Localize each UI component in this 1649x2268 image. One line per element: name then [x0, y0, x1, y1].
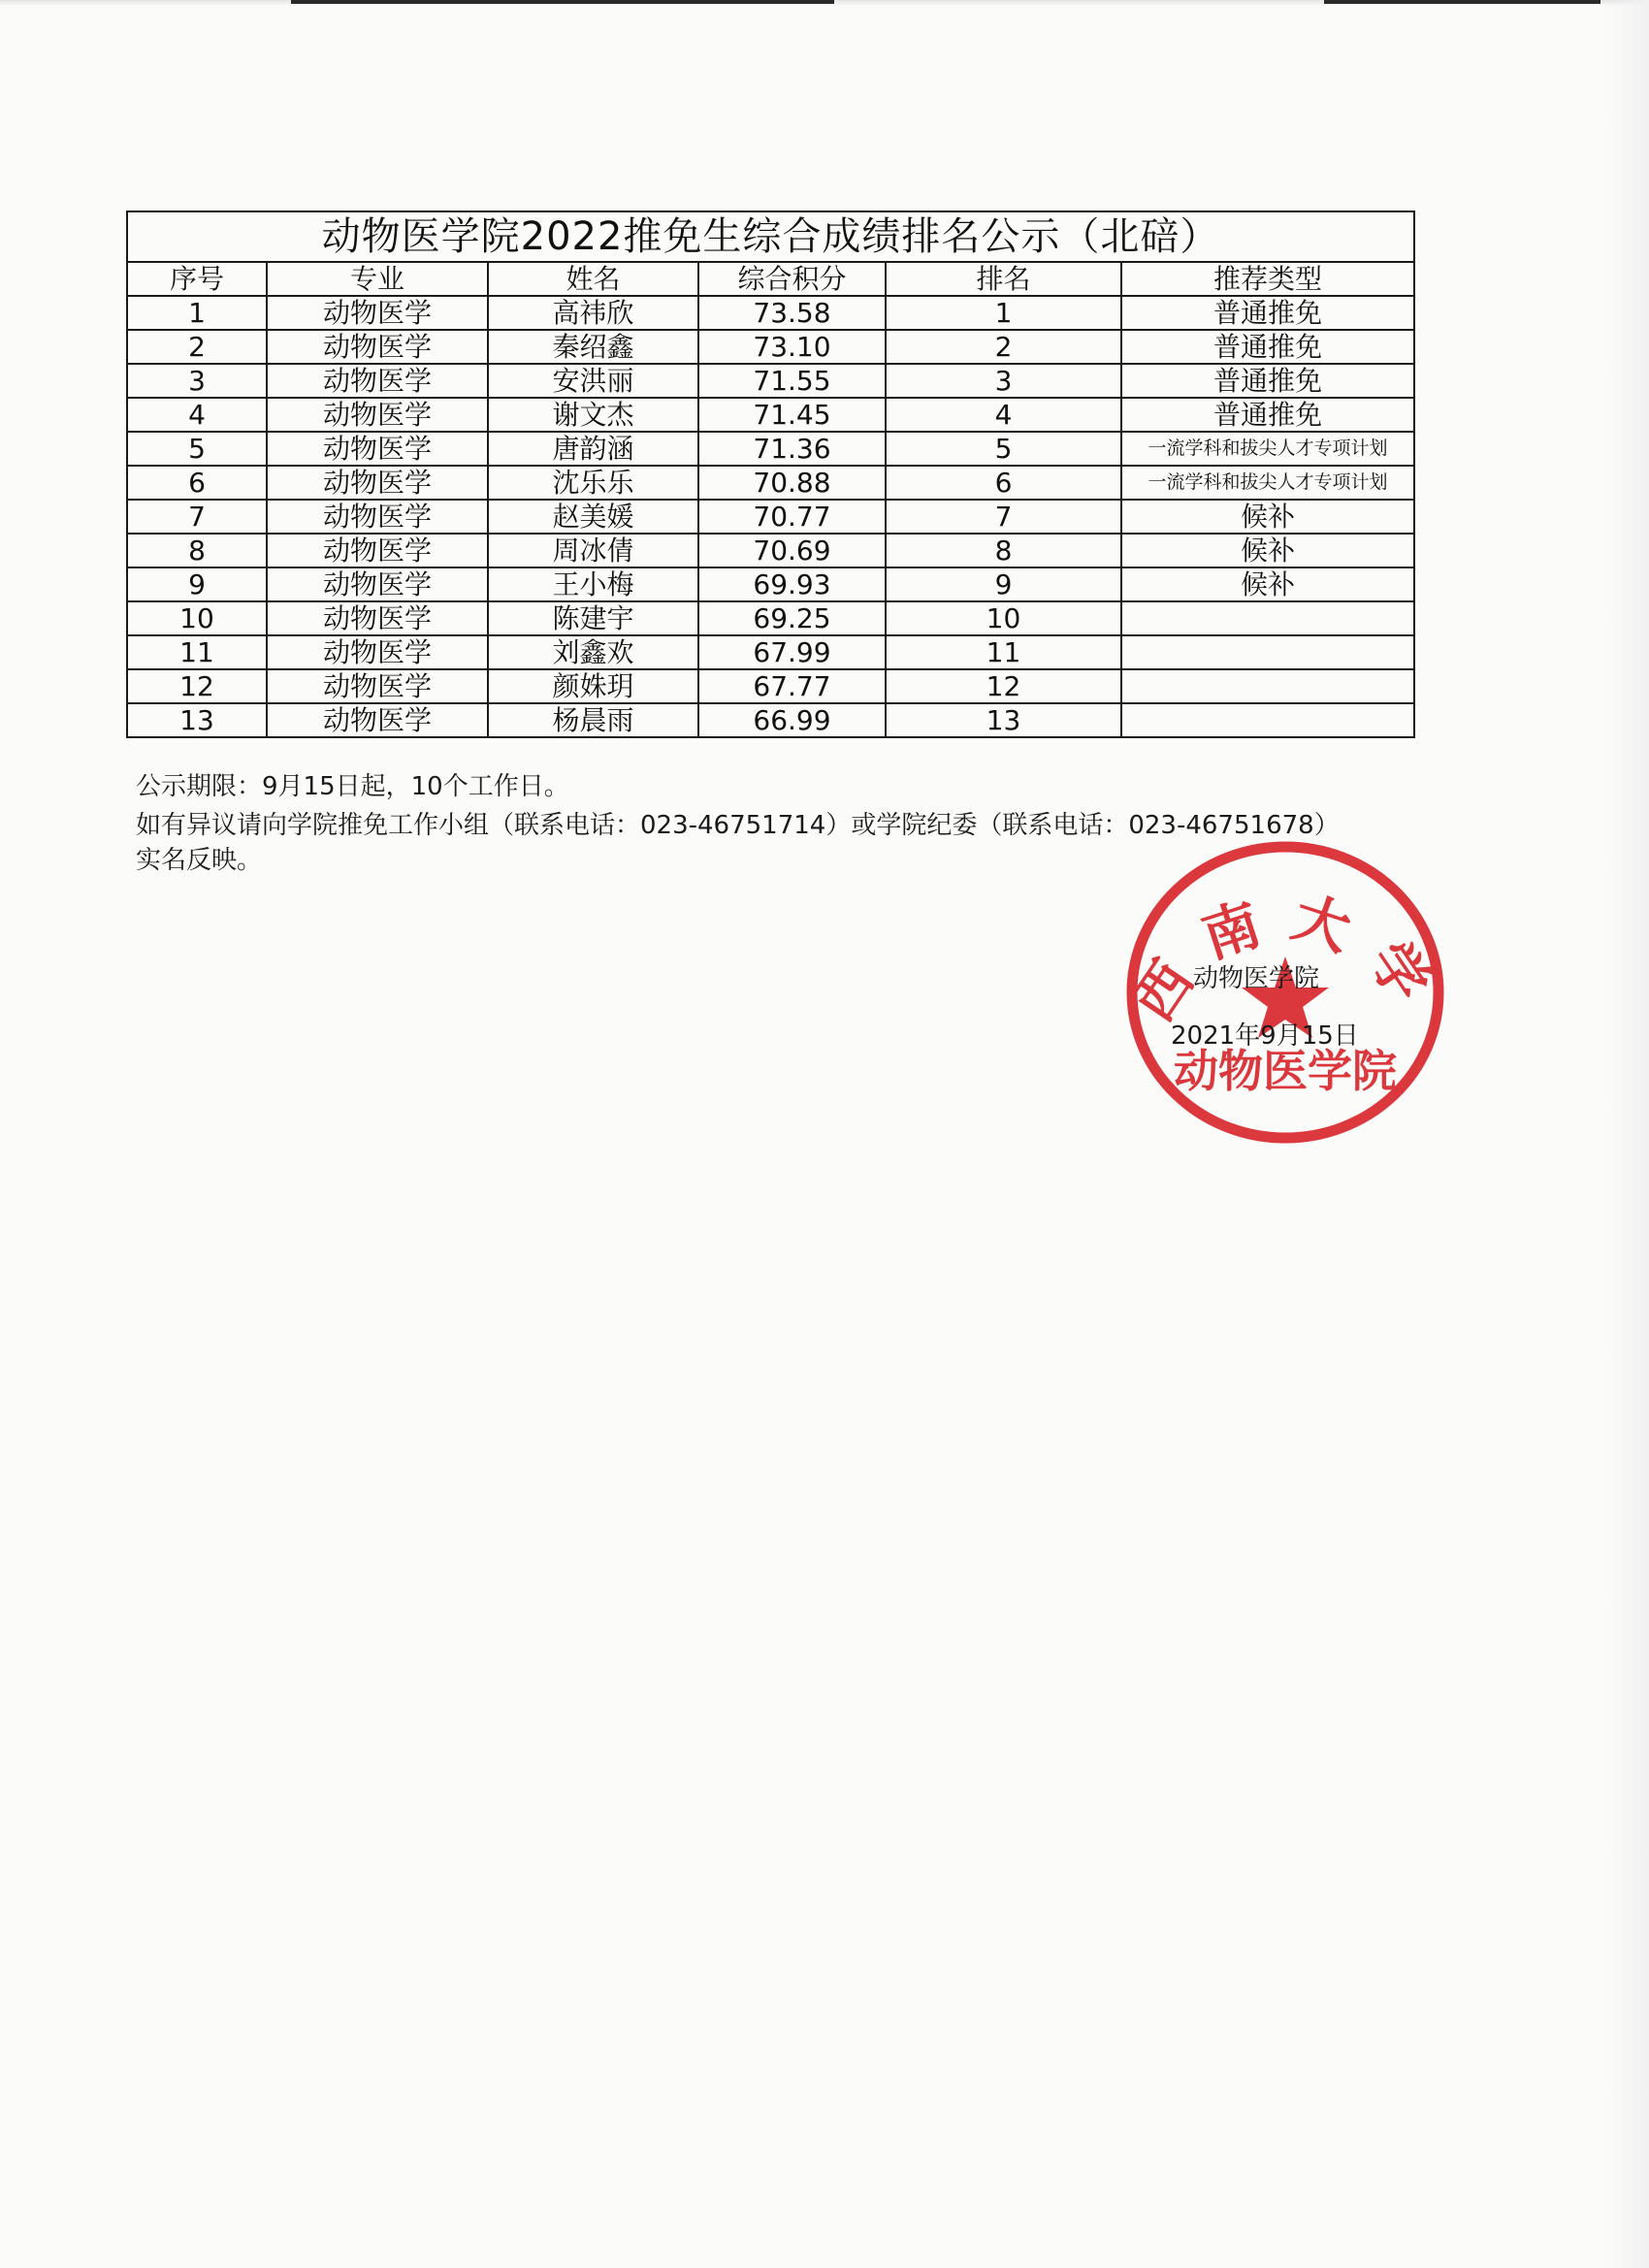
- row-number-cell: 3: [127, 364, 267, 398]
- row-number-cell: 5: [127, 432, 267, 466]
- seal-ring-text: 西南大学: [1119, 883, 1455, 1033]
- student-name-cell: 安洪丽: [488, 364, 698, 398]
- scan-mark: [291, 0, 834, 4]
- major-cell: 动物医学: [267, 330, 488, 364]
- major-cell: 动物医学: [267, 398, 488, 432]
- major-cell: 动物医学: [267, 466, 488, 500]
- score-cell: 69.25: [698, 601, 886, 635]
- notice-objection: 如有异议请向学院推免工作小组（联系电话：023-46751714）或学院纪委（联系电话：023-46751678）实名反映。: [136, 811, 1340, 875]
- column-header: 姓名: [488, 262, 698, 296]
- rank-cell: 12: [886, 669, 1121, 703]
- rank-cell: 6: [886, 466, 1121, 500]
- rank-cell: 9: [886, 567, 1121, 601]
- rank-cell: 4: [886, 398, 1121, 432]
- student-name-cell: 赵美媛: [488, 500, 698, 534]
- recommend-type-cell: 普通推免: [1121, 398, 1414, 432]
- score-cell: 66.99: [698, 703, 886, 737]
- scan-mark: [1324, 0, 1600, 4]
- row-number-cell: 1: [127, 296, 267, 330]
- recommend-type-cell: 候补: [1121, 567, 1414, 601]
- recommend-type-cell: 一流学科和拔尖人才专项计划: [1121, 466, 1414, 500]
- major-cell: 动物医学: [267, 635, 488, 669]
- rank-cell: 7: [886, 500, 1121, 534]
- score-cell: 67.99: [698, 635, 886, 669]
- table-row: [127, 635, 1414, 669]
- score-cell: 71.55: [698, 364, 886, 398]
- column-header: 推荐类型: [1121, 262, 1414, 296]
- table-row: [127, 500, 1414, 534]
- rank-cell: 13: [886, 703, 1121, 737]
- rank-cell: 10: [886, 601, 1121, 635]
- recommend-type-cell: [1121, 669, 1414, 703]
- recommend-type-cell: 普通推免: [1121, 296, 1414, 330]
- major-cell: 动物医学: [267, 567, 488, 601]
- table-row: [127, 330, 1414, 364]
- student-name-cell: 颜姝玥: [488, 669, 698, 703]
- table-row: [127, 466, 1414, 500]
- student-name-cell: 谢文杰: [488, 398, 698, 432]
- ranking-table: [126, 211, 1415, 738]
- major-cell: 动物医学: [267, 364, 488, 398]
- row-number-cell: 9: [127, 567, 267, 601]
- major-cell: 动物医学: [267, 669, 488, 703]
- score-cell: 69.93: [698, 567, 886, 601]
- score-cell: 70.77: [698, 500, 886, 534]
- column-header: 排名: [886, 262, 1121, 296]
- score-cell: 70.88: [698, 466, 886, 500]
- table-row: [127, 703, 1414, 737]
- column-header: 序号: [127, 262, 267, 296]
- rank-cell: 2: [886, 330, 1121, 364]
- row-number-cell: 6: [127, 466, 267, 500]
- row-number-cell: 11: [127, 635, 267, 669]
- major-cell: 动物医学: [267, 601, 488, 635]
- rank-cell: 3: [886, 364, 1121, 398]
- student-name-cell: 王小梅: [488, 567, 698, 601]
- row-number-cell: 4: [127, 398, 267, 432]
- column-header: 综合积分: [698, 262, 886, 296]
- major-cell: 动物医学: [267, 432, 488, 466]
- document-title: 动物医学院2022推免生综合成绩排名公示（北碚）: [127, 211, 1414, 262]
- score-cell: 70.69: [698, 534, 886, 567]
- recommend-type-cell: 一流学科和拔尖人才专项计划: [1121, 432, 1414, 466]
- rank-cell: 5: [886, 432, 1121, 466]
- score-cell: 73.58: [698, 296, 886, 330]
- student-name-cell: 秦绍鑫: [488, 330, 698, 364]
- major-cell: 动物医学: [267, 703, 488, 737]
- student-name-cell: 沈乐乐: [488, 466, 698, 500]
- row-number-cell: 2: [127, 330, 267, 364]
- major-cell: 动物医学: [267, 534, 488, 567]
- rank-cell: 8: [886, 534, 1121, 567]
- row-number-cell: 8: [127, 534, 267, 567]
- student-name-cell: 刘鑫欢: [488, 635, 698, 669]
- student-name-cell: 高祎欣: [488, 296, 698, 330]
- signature-org: 动物医学院: [1193, 964, 1320, 993]
- score-cell: 71.45: [698, 398, 886, 432]
- table-row: [127, 567, 1414, 601]
- student-name-cell: 唐韵涵: [488, 432, 698, 466]
- table-row: [127, 669, 1414, 703]
- signature-date: 2021年9月15日: [1171, 1021, 1359, 1051]
- row-number-cell: 10: [127, 601, 267, 635]
- rank-cell: 11: [886, 635, 1121, 669]
- column-header: 专业: [267, 262, 488, 296]
- major-cell: 动物医学: [267, 296, 488, 330]
- recommend-type-cell: 普通推免: [1121, 330, 1414, 364]
- seal-center-text: 动物医学院: [1174, 1045, 1397, 1097]
- score-cell: 71.36: [698, 432, 886, 466]
- recommend-type-cell: [1121, 635, 1414, 669]
- table-row: [127, 296, 1414, 330]
- row-number-cell: 12: [127, 669, 267, 703]
- score-cell: 73.10: [698, 330, 886, 364]
- table-row: [127, 364, 1414, 398]
- row-number-cell: 7: [127, 500, 267, 534]
- recommend-type-cell: 候补: [1121, 500, 1414, 534]
- student-name-cell: 杨晨雨: [488, 703, 698, 737]
- table-row: [127, 432, 1414, 466]
- row-number-cell: 13: [127, 703, 267, 737]
- table-header-row: [127, 262, 1414, 296]
- student-name-cell: 周冰倩: [488, 534, 698, 567]
- table-row: [127, 601, 1414, 635]
- notice-period: 公示期限：9月15日起，10个工作日。: [136, 772, 569, 801]
- student-name-cell: 陈建宇: [488, 601, 698, 635]
- recommend-type-cell: [1121, 703, 1414, 737]
- recommend-type-cell: 候补: [1121, 534, 1414, 567]
- score-cell: 67.77: [698, 669, 886, 703]
- scan-edge-right: [1604, 0, 1649, 2268]
- rank-cell: 1: [886, 296, 1121, 330]
- table-row: [127, 534, 1414, 567]
- major-cell: 动物医学: [267, 500, 488, 534]
- recommend-type-cell: [1121, 601, 1414, 635]
- recommend-type-cell: 普通推免: [1121, 364, 1414, 398]
- table-row: [127, 398, 1414, 432]
